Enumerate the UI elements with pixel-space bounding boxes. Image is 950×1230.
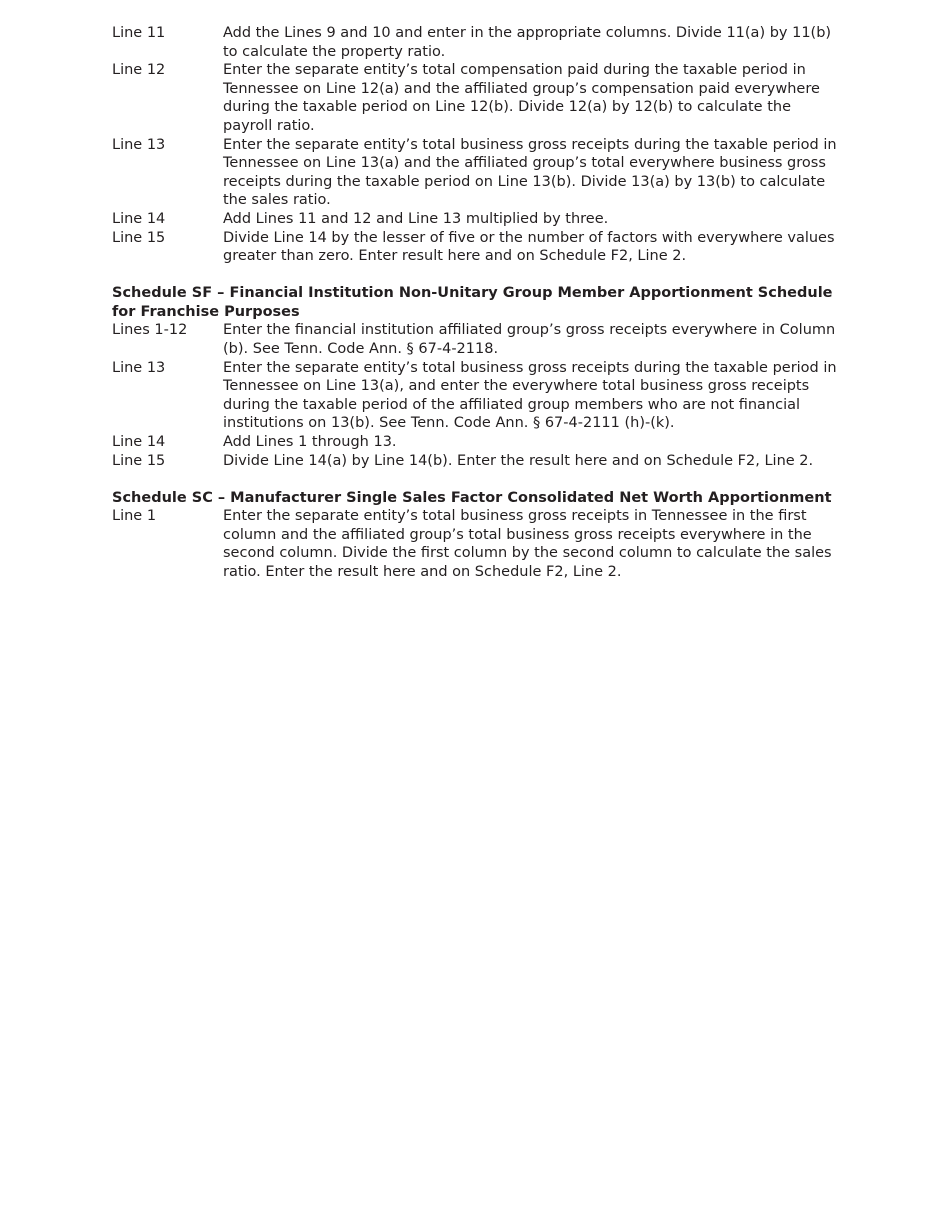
line-label: Line 14 [112,210,166,227]
line-label: Line 1 [112,508,157,525]
line-instruction: Enter the separate entity’s total business gross receipts in Tennessee in the first column and the affiliated group’s total business gross receipts everywhere in the second column. Divide the first column by the second column to calculate the sales ratio. Enter the result here and on Schedule F2, Line 2. [223,508,832,581]
instruction-row [112,61,842,135]
line-instruction: Enter the separate entity’s total business gross receipts during the taxable period in Tennessee on Line 13(a) and the affiliated group’s total everywhere business gross receipts during the taxable period on Line 13(b). Divide 13(a) by 13(b) to calculate the sales ratio. [223,136,837,209]
line-label: Line 11 [112,25,166,41]
line-instruction: Add Lines 11 and 12 and Line 13 multiplied by three. [223,210,609,227]
line-instruction: Add Lines 1 through 13. [223,433,397,450]
instruction-row [112,433,842,452]
line-label: Line 14 [112,433,166,450]
line-label: Line 15 [112,229,166,246]
line-instruction: Add the Lines 9 and 10 and enter in the appropriate columns. Divide 11(a) by 11(b) to calculate the property ratio. [223,25,832,60]
instruction-row [112,507,842,581]
instructions-page [112,24,842,582]
schedule-sc-section [112,489,842,582]
instruction-row [112,136,842,210]
schedule-sc-heading: Schedule SC – Manufacturer Single Sales Factor Consolidated Net Worth Apportionment [112,489,832,506]
instruction-row [112,452,842,471]
line-label: Line 15 [112,452,166,469]
line-label: Line 12 [112,62,166,79]
line-label: Lines 1-12 [112,322,188,339]
schedule-sf-heading: Schedule SF – Financial Institution Non-Unitary Group Member Apportionment Schedule for Franchise Purposes [112,285,833,320]
schedule-continuation-section [112,24,842,266]
instruction-row [112,210,842,229]
line-instruction: Enter the separate entity’s total business gross receipts during the taxable period in Tennessee on Line 13(a), and enter the everywhere total business gross receipts during the taxable period of the affiliated group members who are not financial institutions on 13(b). See Tenn. Code Ann. § 67-4-2111 (h)-(k). [223,359,837,432]
instruction-row [112,229,842,266]
line-instruction: Enter the separate entity’s total compensation paid during the taxable period in Tennessee on Line 12(a) and the affiliated group’s compensation paid everywhere during the taxable period on Line 12(b). Divide 12(a) by 12(b) to calculate the payroll ratio. [223,62,820,134]
line-instruction: Divide Line 14 by the lesser of five or the number of factors with everywhere values greater than zero. Enter result here and on Schedule F2, Line 2. [223,229,835,265]
line-label: Line 13 [112,359,166,376]
line-instruction: Divide Line 14(a) by Line 14(b). Enter the result here and on Schedule F2, Line 2. [223,452,814,469]
line-instruction: Enter the financial institution affiliated group’s gross receipts everywhere in Column (b). See Tenn. Code Ann. § 67-4-2118. [223,322,836,357]
instruction-row [112,359,842,433]
instruction-row [112,321,842,358]
instruction-row [112,24,842,61]
schedule-sf-section [112,284,842,470]
line-label: Line 13 [112,136,166,153]
